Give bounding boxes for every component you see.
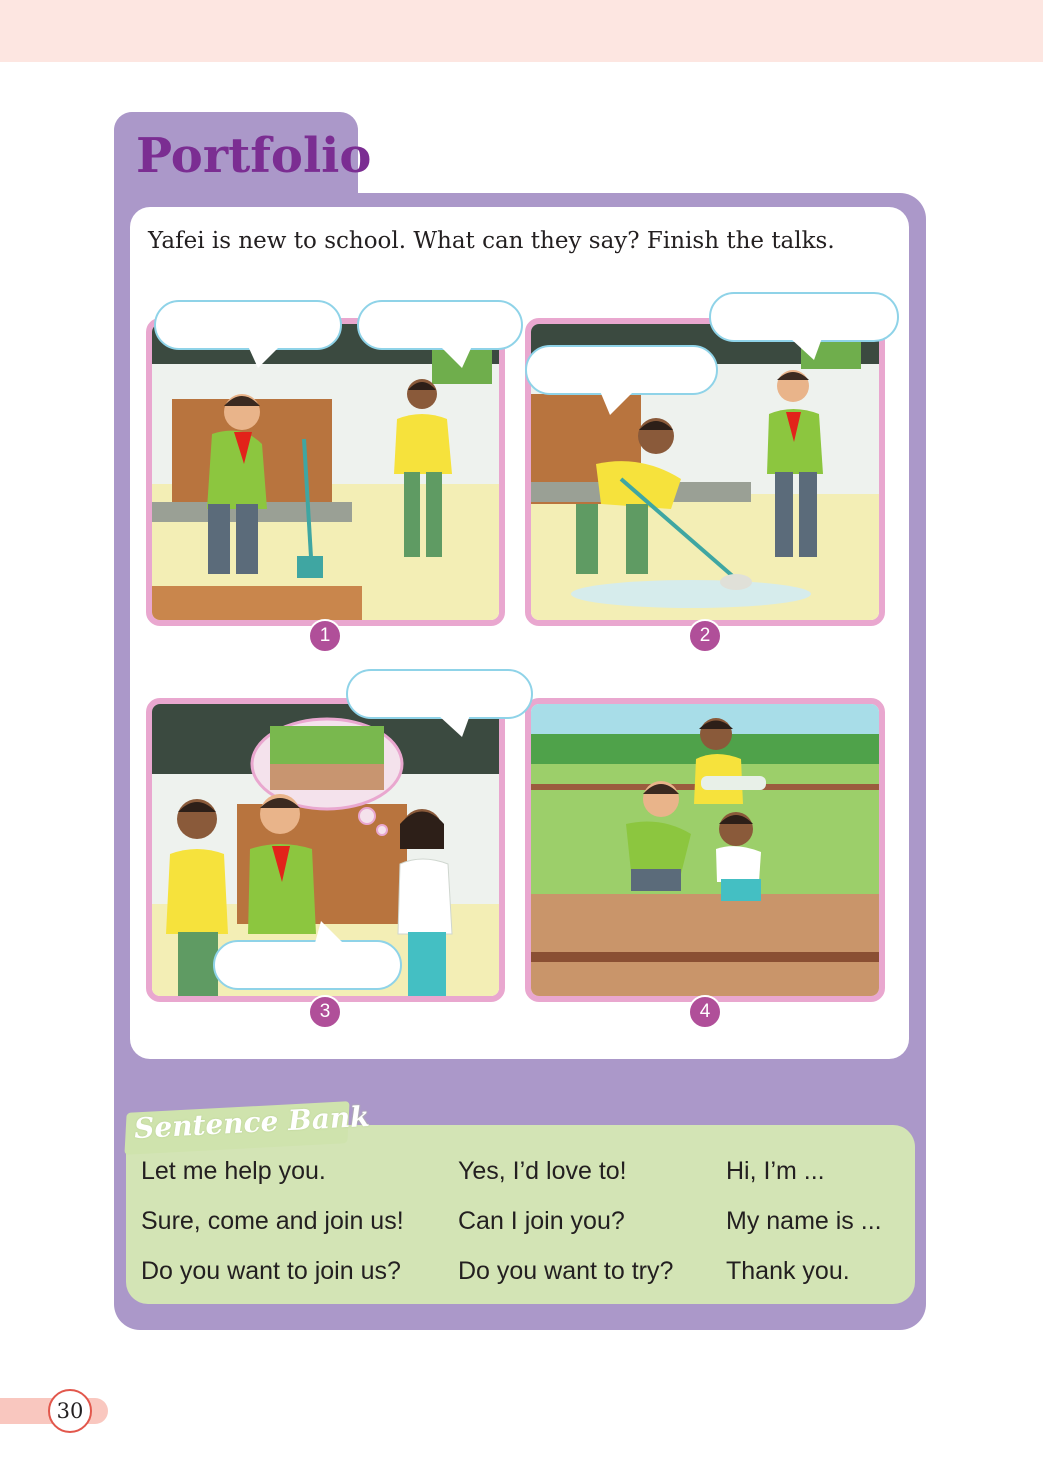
speech-bubble-1a[interactable] [154, 300, 342, 350]
bubble-tail [438, 715, 470, 737]
bank-phrase: Hi, I’m ... [726, 1157, 825, 1185]
speech-bubble-1b[interactable] [357, 300, 523, 350]
page-number: 30 [48, 1389, 92, 1433]
bubble-tail [600, 391, 634, 415]
bank-phrase: Sure, come and join us! [141, 1207, 404, 1235]
bubble-tail [315, 921, 343, 943]
top-header-band [0, 0, 1043, 62]
panel-number-badge: 2 [688, 619, 722, 653]
bubble-tail [790, 338, 822, 360]
page-title: Portfolio [136, 128, 372, 184]
comic-panel-4 [525, 698, 885, 1002]
speech-bubble-2b[interactable] [709, 292, 899, 342]
speech-bubble-2a[interactable] [525, 345, 718, 395]
speech-bubble-3b[interactable] [213, 940, 402, 990]
bank-phrase: My name is ... [726, 1207, 882, 1235]
bubble-tail [248, 346, 280, 368]
bank-phrase: Thank you. [726, 1257, 850, 1285]
bank-phrase: Do you want to try? [458, 1257, 674, 1285]
panel-number-badge: 4 [688, 995, 722, 1029]
speech-bubble-3a[interactable] [346, 669, 533, 719]
bank-phrase: Do you want to join us? [141, 1257, 401, 1285]
bank-phrase: Can I join you? [458, 1207, 625, 1235]
bank-phrase: Yes, I’d love to! [458, 1157, 627, 1185]
bubble-tail [440, 346, 472, 368]
sentence-bank-title: Sentence Bank [133, 1099, 371, 1146]
bank-phrase: Let me help you. [141, 1157, 326, 1185]
panel-number-badge: 1 [308, 619, 342, 653]
panel-number-badge: 3 [308, 995, 342, 1029]
instruction-text: Yafei is new to school. What can they say? Finish the talks. [148, 228, 835, 254]
